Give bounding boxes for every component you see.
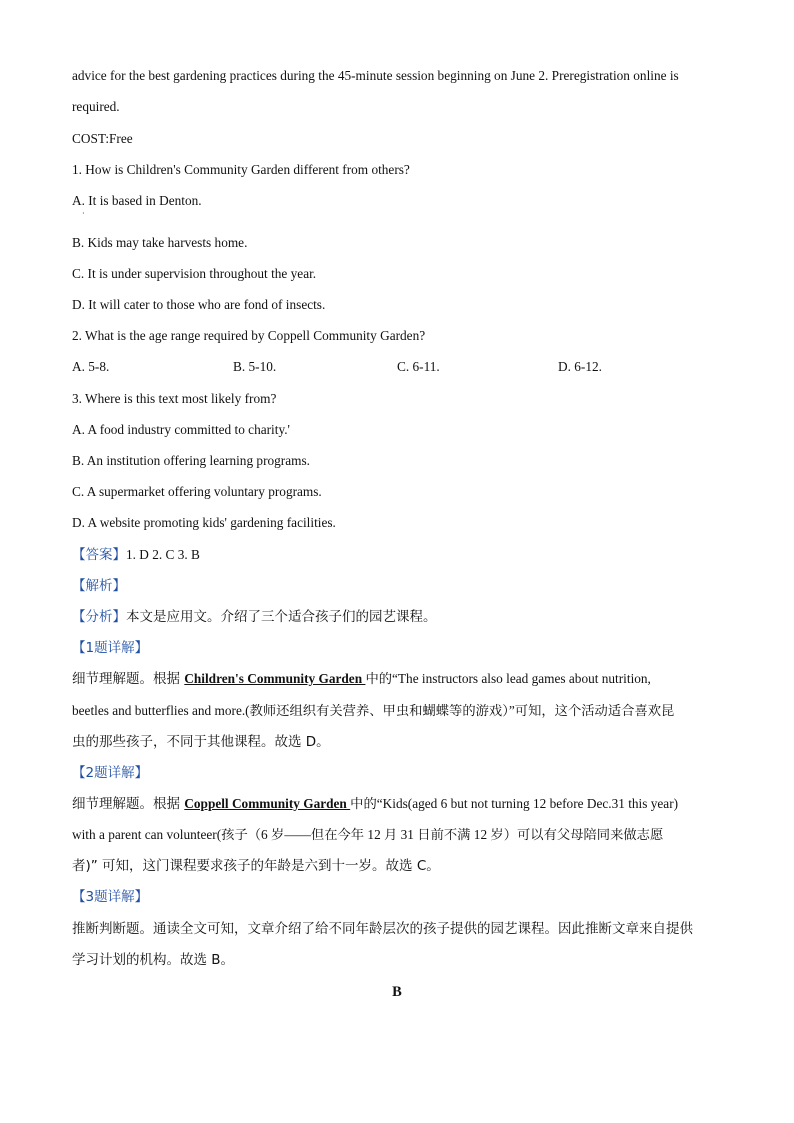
q1-heading: 【1题详解】 — [72, 640, 149, 656]
question-2-stem: 2. What is the age range required by Coppell Community Garden? — [72, 328, 426, 343]
question-3-option-d: D. A website promoting kids' gardening facilities. — [72, 515, 336, 530]
question-3-stem: 3. Where is this text most likely from? — [72, 391, 277, 406]
q1-reference-link[interactable]: Children's Community Garden — [184, 671, 366, 686]
question-1-option-a: A. It is based in Denton. — [72, 193, 202, 208]
question-3-option-c: C. A supermarket offering voluntary programs. — [72, 484, 322, 499]
question-2-option-b: B. 5-10. — [233, 359, 277, 374]
q2-detail-line-3: 者)” 可知，这门课程要求孩子的年龄是六到十一岁。故选 C。 — [72, 858, 440, 874]
question-1-option-c: C. It is under supervision throughout the year. — [72, 266, 317, 281]
q2-detail-line-2: with a parent can volunteer(孩子（6 岁——但在今年 12 月 31 日前不满 12 岁）可以有父母陪同来做志愿 — [72, 827, 664, 842]
q1-detail-line-1 — [72, 670, 651, 688]
section-b-heading: B — [392, 984, 402, 1000]
passage-line-1: advice for the best gardening practices during the 45-minute session beginning on June 2. Preregistration online is — [72, 68, 679, 83]
summary-text: 本文是应用文。介绍了三个适合孩子们的园艺课程。 — [126, 609, 437, 625]
q3-detail-line-2: 学习计划的机构。故选 B。 — [72, 952, 235, 968]
q2-detail-line-1 — [72, 795, 678, 813]
q3-detail-heading — [72, 888, 148, 906]
q3-heading: 【3题详解】 — [72, 889, 149, 905]
answer-line — [72, 546, 200, 564]
q2-pre: 细节理解题。根据 — [72, 796, 185, 812]
answer-label: 【答案】 — [72, 547, 126, 563]
analysis-label — [72, 577, 126, 595]
q2-heading: 【2题详解】 — [72, 765, 149, 781]
analysis-heading: 【解析】 — [72, 578, 126, 594]
q1-pre: 细节理解题。根据 — [72, 671, 185, 687]
question-2-option-c: C. 6-11. — [397, 359, 440, 374]
question-2-option-d: D. 6-12. — [558, 359, 602, 374]
summary-line — [72, 608, 437, 626]
cost-line: COST:Free — [72, 131, 133, 146]
question-3-option-b: B. An institution offering learning programs. — [72, 453, 310, 468]
question-1-option-d: D. It will cater to those who are fond of insects. — [72, 297, 326, 312]
answer-text: 1. D 2. C 3. B — [126, 547, 200, 562]
question-1-option-b: B. Kids may take harvests home. — [72, 235, 248, 250]
question-2-option-a: A. 5-8. — [72, 359, 110, 374]
q2-detail-heading — [72, 764, 148, 782]
stray-dot-mark: · — [82, 209, 85, 218]
q1-detail-line-3: 虫的那些孩子，不同于其他课程。故选 D。 — [72, 734, 330, 750]
q3-detail-line-1: 推断判断题。通读全文可知，文章介绍了给不同年龄层次的孩子提供的园艺课程。因此推断文章来自提供 — [72, 921, 693, 937]
q1-detail-line-2: beetles and butterflies and more.(教师还组织有关营养、甲虫和蝴蝶等的游戏）”可知，这个活动适合喜欢昆 — [72, 703, 675, 718]
q1-mid: 中的“The instructors also lead games about nutrition, — [365, 671, 651, 686]
summary-label: 【分析】 — [72, 609, 126, 625]
question-1-stem: 1. How is Children's Community Garden different from others? — [72, 162, 410, 177]
q2-mid: 中的“Kids(aged 6 but not turning 12 before Dec.31 this year) — [350, 796, 679, 811]
q2-reference-link[interactable]: Coppell Community Garden — [184, 796, 351, 811]
passage-line-2: required. — [72, 99, 120, 114]
question-3-option-a: A. A food industry committed to charity.' — [72, 422, 290, 437]
q1-detail-heading — [72, 639, 148, 657]
